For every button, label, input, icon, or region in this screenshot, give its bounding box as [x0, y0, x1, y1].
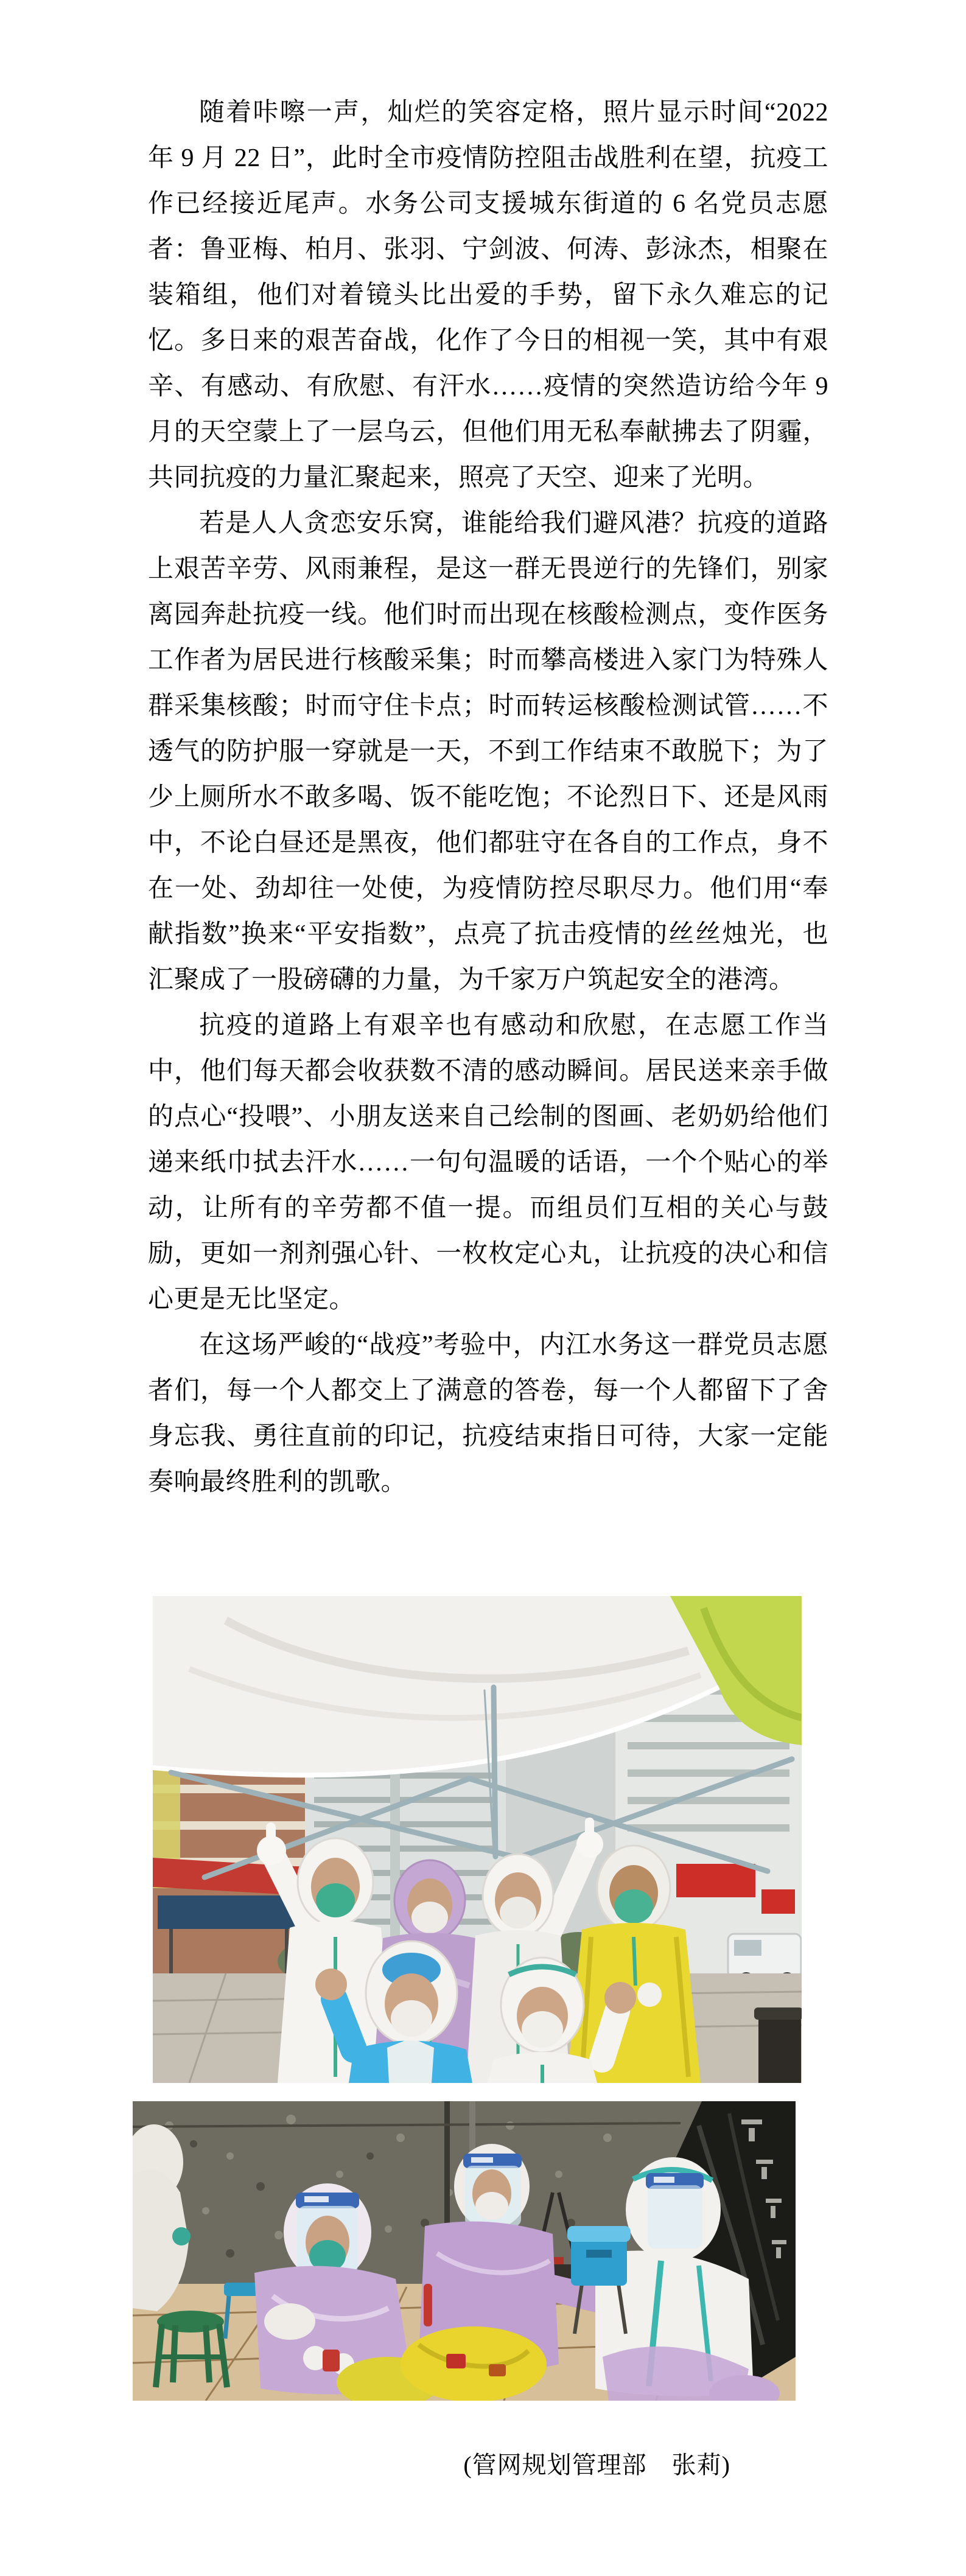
paragraph-touching-moments: 抗疫的道路上有艰辛也有感动和欣慰，在志愿工作当中，他们每天都会收获数不清的感动瞬间。居民送来亲手做的点心“投喂”、小朋友送来自己绘制的图画、老奶奶给他们递来纸巾拭去汗水……一句句温暖的话语，一个个贴心的举动，让所有的辛劳都不值一提。而组员们互相的关心与鼓励，更如一剂剂强心针、一枚枚定心丸，让抗疫的决心和信心更是无比坚定。	[148, 1012, 828, 1314]
paragraph-conclusion: 在这场严峻的“战疫”考验中，内江水务这一群党员志愿者们，每一个人都交上了满意的答卷，每一个人都留下了舍身忘我、勇往直前的印记，抗疫结束指日可待，大家一定能奏响最终胜利的凯歌。	[148, 1331, 828, 1496]
photo-volunteers-tent-group	[153, 1596, 802, 2083]
photo-volunteers-tent-group-image	[153, 1596, 802, 2083]
trash-bin	[754, 2007, 802, 2083]
paragraph-intro: 随着咔嚓一声，灿烂的笑容定格，照片显示时间“2022 年 9 月 22 日”，此时全市疫情防控阻击战胜利在望，抗疫工作已经接近尾声。水务公司支援城东街道的 6 名党员志愿者：鲁亚梅、柏月、张羽、宁剑波、何涛、彭泳杰，相聚在装箱组，他们对着镜头比出爱的手势，留下永久难忘的记忆。多日来的艰苦奋战，化作了今日的相视一笑，其中有艰辛、有感动、有欣慰、有汗水……疫情的突然造访给今年 9 月的天空蒙上了一层乌云，但他们用无私奉献拂去了阴霾，共同抗疫的力量汇聚起来，照亮了天空、迎来了光明。	[148, 99, 828, 492]
photo-volunteers-sorting-supplies-image	[133, 2101, 796, 2401]
photo-volunteers-sorting-supplies	[133, 2101, 796, 2401]
paragraph-frontline: 若是人人贪恋安乐窝，谁能给我们避风港？抗疫的道路上艰苦辛劳、风雨兼程，是这一群无畏逆行的先锋们，别家离园奔赴抗疫一线。他们时而出现在核酸检测点，变作医务工作者为居民进行核酸采集；时而攀高楼进入家门为特殊人群采集核酸；时而守住卡点；时而转运核酸检测试管……不透气的防护服一穿就是一天，不到工作结束不敢脱下；为了少上厕所水不敢多喝、饭不能吃饱；不论烈日下、还是风雨中，不论白昼还是黑夜，他们都驻守在各自的工作点，身不在一处、劲却往一处使，为疫情防控尽职尽力。他们用“奉献指数”换来“平安指数”，点亮了抗击疫情的丝丝烛光，也汇聚成了一股磅礴的力量，为千家万户筑起安全的港湾。	[148, 509, 828, 994]
article-body	[148, 90, 828, 1505]
photo-credit-caption: (管网规划管理部 张莉)	[463, 2451, 730, 2479]
